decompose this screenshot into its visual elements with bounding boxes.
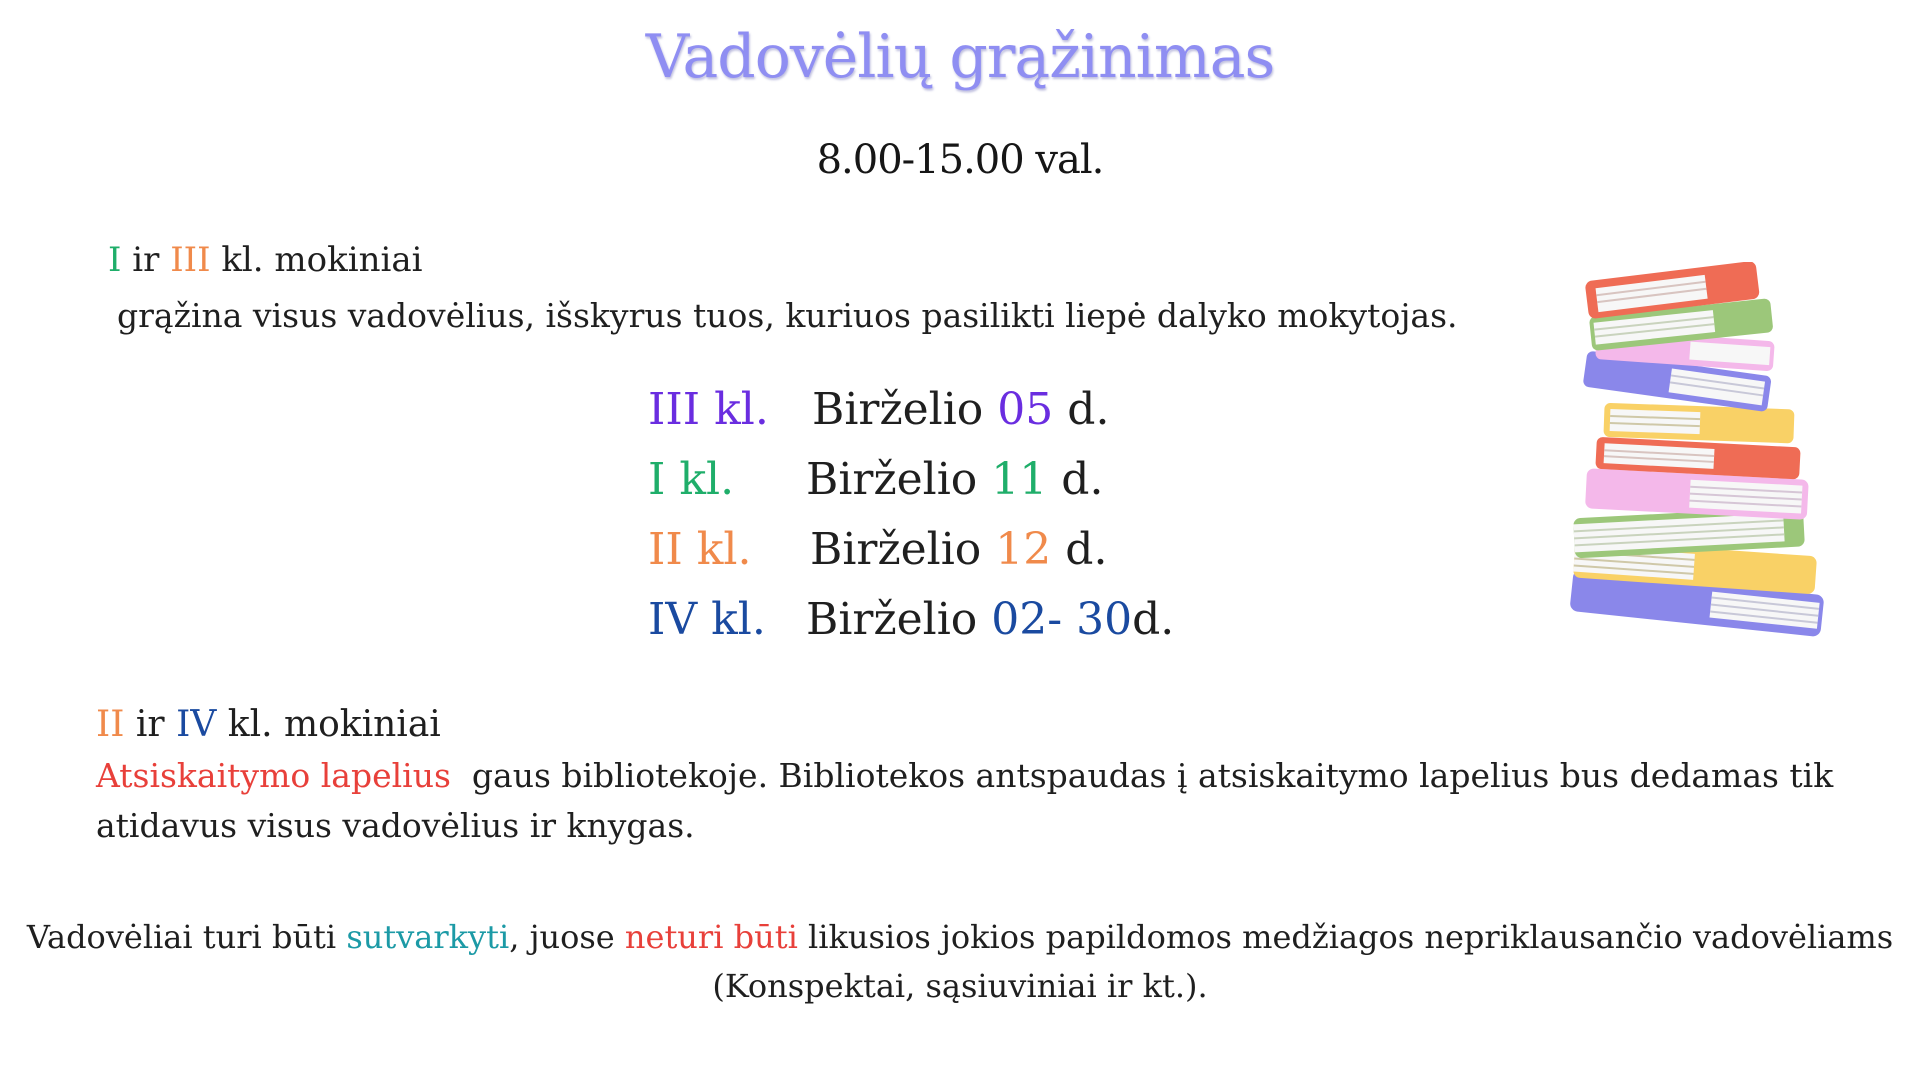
schedule-class: I kl. bbox=[648, 454, 735, 505]
footer-line2: (Konspektai, sąsiuviniai ir kt.). bbox=[712, 967, 1208, 1005]
schedule-class: II kl. bbox=[648, 524, 752, 575]
schedule-d: d. bbox=[1065, 524, 1108, 575]
schedule-day: 11 bbox=[991, 454, 1048, 505]
group2-class-a: II bbox=[96, 704, 125, 745]
group1-text: grąžina visus vadovėlius, išskyrus tuos, kuriuos pasilikti liepė dalyko mokytojas. bbox=[117, 296, 1458, 335]
group2-heading bbox=[96, 704, 441, 745]
schedule-d: d. bbox=[1061, 454, 1104, 505]
group1-heading bbox=[108, 240, 423, 280]
schedule-month: Birželio bbox=[810, 524, 982, 575]
opening-hours: 8.00-15.00 val. bbox=[816, 137, 1104, 183]
schedule-d: d. bbox=[1132, 594, 1175, 645]
group2-text-line1 bbox=[96, 756, 1833, 795]
group1-class-b: III bbox=[170, 240, 211, 280]
footer-neturi: neturi būti bbox=[624, 918, 798, 956]
schedule-month: Birželio bbox=[806, 594, 978, 645]
schedule-day: 02- 30 bbox=[991, 594, 1133, 645]
schedule-day: 05 bbox=[997, 384, 1054, 435]
schedule-class: III kl. bbox=[648, 384, 769, 435]
schedule-date bbox=[806, 454, 1103, 505]
schedule-month: Birželio bbox=[812, 384, 984, 435]
footer-line1 bbox=[0, 918, 1920, 956]
footer-part3: likusios jokios papildomos medžiagos nepriklausančio vadovėliams bbox=[807, 918, 1894, 956]
group2-and: ir bbox=[135, 704, 165, 745]
group2-highlight: Atsiskaitymo lapelius bbox=[96, 756, 451, 795]
book-stack-icon bbox=[1560, 262, 1832, 658]
schedule-d: d. bbox=[1067, 384, 1110, 435]
footer-sutvarkyti: sutvarkyti bbox=[346, 918, 510, 956]
footer-part1: Vadovėliai turi būti bbox=[26, 918, 337, 956]
group1-and: ir bbox=[132, 240, 160, 280]
schedule-class: IV kl. bbox=[648, 594, 766, 645]
group2-class-b: IV bbox=[176, 704, 217, 745]
group1-class-a: I bbox=[108, 240, 122, 280]
schedule-date bbox=[812, 384, 1109, 435]
group2-text1: gaus bibliotekoje. Bibliotekos antspaudas į atsiskaitymo lapelius bus dedamas tik bbox=[471, 756, 1834, 795]
schedule-month: Birželio bbox=[806, 454, 978, 505]
schedule-date bbox=[810, 524, 1107, 575]
footer-part2: , juose bbox=[509, 918, 615, 956]
group1-suffix: kl. mokiniai bbox=[221, 240, 423, 280]
schedule-date bbox=[806, 594, 1174, 645]
group2-text-line2: atidavus visus vadovėlius ir knygas. bbox=[96, 806, 695, 845]
page-title: Vadovėlių grąžinimas bbox=[645, 22, 1275, 92]
schedule-day: 12 bbox=[995, 524, 1052, 575]
group2-suffix: kl. mokiniai bbox=[227, 704, 441, 745]
